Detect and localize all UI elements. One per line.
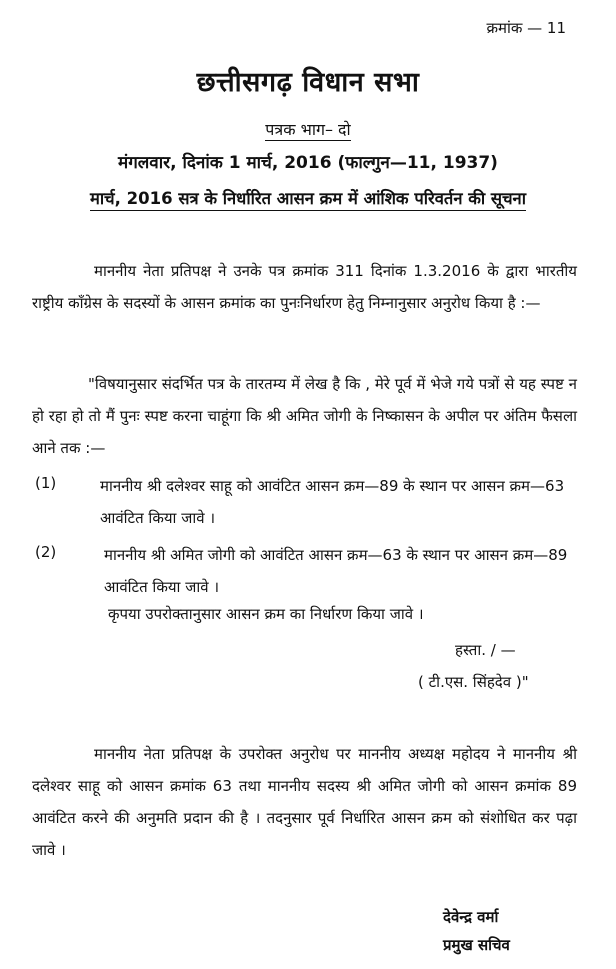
paragraph-intro (32, 255, 577, 319)
paragraph-decision-text: माननीय नेता प्रतिपक्ष के उपरोक्त अनुरोध पर माननीय अध्यक्ष महोदय ने माननीय श्री दलेश्वर साहू को आसन क्रमांक 63 तथा माननीय सदस्य श्री अमित जोगी को आसन क्रमांक 89 आवंटित करने की अनुमति प्रदान की है । तदनुसार पूर्व निर्धारित आसन क्रम को संशोधित कर पढ़ा जावे । (32, 745, 577, 859)
item-text-1: माननीय श्री दलेश्वर साहू को आवंटित आसन क्रम—89 के स्थान पर आसन क्रम—63 आवंटित किया जावे । (100, 477, 565, 527)
signature-mark: हस्ता. / — (455, 641, 516, 659)
paragraph-quote (32, 368, 577, 464)
item-number-2: (2) (35, 543, 57, 561)
date-line: मंगलवार, दिनांक 1 मार्च, 2016 (फाल्गुन—11, 1937) (118, 153, 498, 173)
secretary-name: देवेन्द्र वर्मा (443, 908, 499, 926)
bulletin-part (0, 118, 616, 140)
secretary-designation: प्रमुख सचिव (443, 936, 510, 954)
item-text-2: माननीय श्री अमित जोगी को आवंटित आसन क्रम—63 के स्थान पर आसन क्रम—89 आवंटित किया जावे । (104, 546, 568, 596)
page-title: छत्तीसगढ़ विधान सभा (196, 67, 420, 98)
paragraph-intro-text: माननीय नेता प्रतिपक्ष ने उनके पत्र क्रमांक 311 दिनांक 1.3.2016 के द्वारा भारतीय राष्ट्रीय कॉंग्रेस के सदस्यों के आसन क्रमांक का पुनःनिर्धारण हेतु निम्नानुसार अनुरोध किया है :— (32, 262, 577, 312)
subject-heading-text: मार्च, 2016 सत्र के निर्धारित आसन क्रम में आंशिक परिवर्तन की सूचना (90, 189, 526, 211)
bulletin-part-text: पत्रक भाग– दो (265, 120, 351, 139)
request-line: कृपया उपरोक्तानुसार आसन क्रम का निर्धारण किया जावे । (108, 605, 424, 623)
paragraph-quote-text: "विषयानुसार संदर्भित पत्र के तारतम्य में लेख है कि , मेरे पूर्व में भेजे गये पत्रों से यह स्पष्ट न हो रहा हो तो मैं पुनः स्पष्ट करना चाहूंगा कि श्री अमित जोगी के निष्कासन के अपील पर अंतिम फैसला आने तक :— (32, 375, 577, 457)
serial-number: क्रमांक — 11 (486, 19, 566, 37)
signatory-name: ( टी.एस. सिंहदेव )" (418, 673, 529, 691)
item-number-1: (1) (35, 474, 57, 492)
subject-heading (0, 186, 616, 209)
paragraph-decision (32, 738, 577, 866)
